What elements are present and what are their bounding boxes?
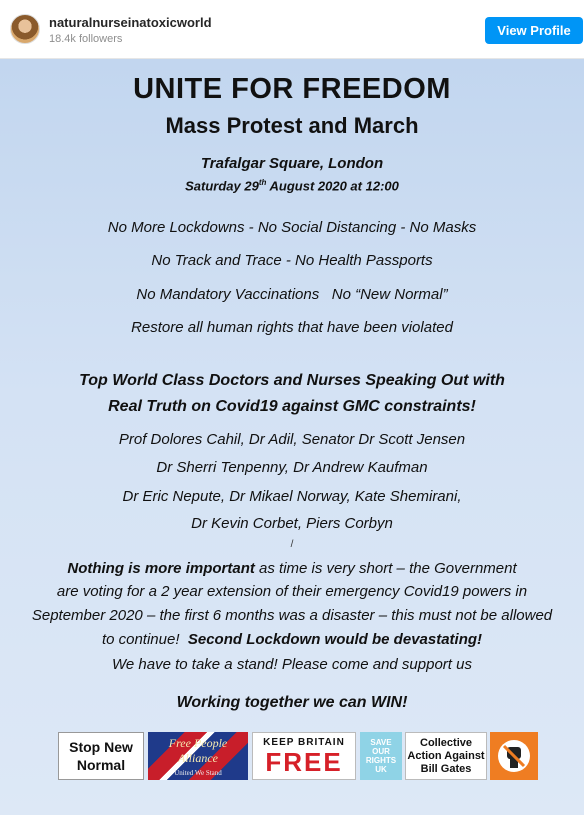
username[interactable]: naturalnurseinatoxicworld xyxy=(49,15,212,30)
body-text: September 2020 – the first 6 months was a disaster – this must not be allowed xyxy=(31,607,553,624)
separator-mark: / xyxy=(290,539,294,550)
view-profile-button[interactable]: View Profile xyxy=(485,17,583,44)
stop-new-normal-logo: Stop New Normal xyxy=(58,732,144,780)
fist-icon xyxy=(490,732,538,780)
body-text: Nothing is more important as time is very short – the Government xyxy=(67,560,517,577)
speaker-line: Dr Eric Nepute, Dr Mikael Norway, Kate Shemirani, xyxy=(122,488,462,505)
body-text: to continue! Second Lockdown would be devastating! xyxy=(101,631,483,648)
demand-line: Restore all human rights that have been violated xyxy=(131,319,453,336)
avatar[interactable] xyxy=(10,14,40,44)
speaker-line: Dr Kevin Corbet, Piers Corbyn xyxy=(191,515,393,532)
speaker-line: Prof Dolores Cahil, Dr Adil, Senator Dr Scott Jensen xyxy=(118,431,466,448)
poster-title: UNITE FOR FREEDOM xyxy=(133,73,451,105)
speakers-heading: Real Truth on Covid19 against GMC constraints! xyxy=(108,398,476,415)
free-people-alliance-logo: Free People Alliance United We Stand xyxy=(148,732,248,780)
closing-slogan: Working together we can WIN! xyxy=(176,694,408,711)
body-text: We have to take a stand! Please come and support us xyxy=(112,656,472,673)
follower-count: 18.4k followers xyxy=(49,33,123,45)
body-text: are voting for a 2 year extension of their emergency Covid19 powers in xyxy=(56,583,528,600)
collective-action-logo: Collective Action Against Bill Gates xyxy=(405,732,487,780)
profile-header xyxy=(0,0,584,59)
demand-line: No Track and Trace - No Health Passports xyxy=(151,252,433,269)
demand-line: No More Lockdowns - No Social Distancing - No Masks xyxy=(107,219,477,236)
poster-subtitle: Mass Protest and March xyxy=(165,113,419,138)
event-location: Trafalgar Square, London xyxy=(200,155,384,172)
event-date: Saturday 29th August 2020 at 12:00 xyxy=(185,178,399,194)
sponsor-logos xyxy=(0,732,584,784)
demand-line: No Mandatory Vaccinations No “New Normal” xyxy=(136,286,448,303)
keep-britain-free-logo: KEEP BRITAIN FREE xyxy=(252,732,356,780)
speakers-heading: Top World Class Doctors and Nurses Speaking Out with xyxy=(79,372,505,389)
post-image xyxy=(0,59,584,815)
speaker-line: Dr Sherri Tenpenny, Dr Andrew Kaufman xyxy=(156,459,428,476)
save-our-rights-logo: SAVE OUR RIGHTS UK xyxy=(360,732,402,780)
